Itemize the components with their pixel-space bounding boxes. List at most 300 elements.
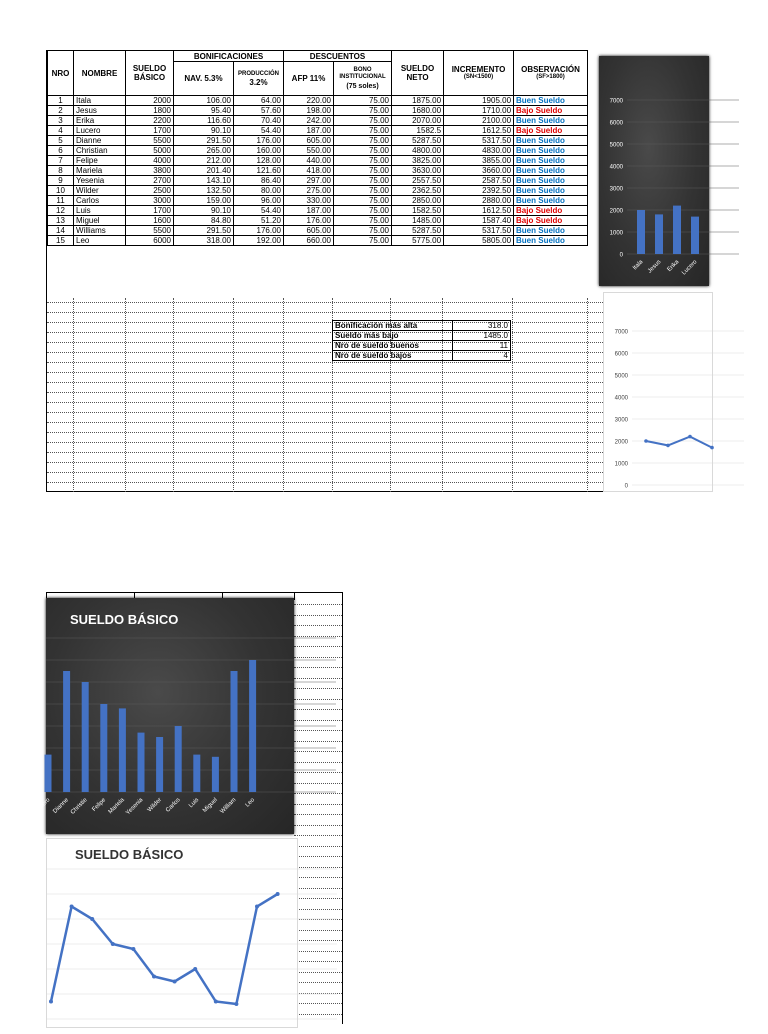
header-nro: NRO: [48, 51, 74, 96]
cell-sueldo-neto: 5775.00: [392, 236, 444, 246]
header-observacion-line1: OBSERVACIÓN: [521, 65, 580, 74]
grid-row-line: [294, 825, 342, 826]
summary-value: 11: [453, 341, 511, 351]
bar: [193, 755, 200, 792]
bar: [156, 737, 163, 792]
cell-sueldo-neto: 3825.00: [392, 156, 444, 166]
x-tick-label: Erika: [666, 259, 681, 274]
grid-row-line: [47, 392, 607, 393]
grid-row-line: [294, 856, 342, 857]
cell-bono: 75.00: [334, 196, 392, 206]
cell-nav: 116.60: [174, 116, 234, 126]
cell-nombre: Dianne: [74, 136, 126, 146]
cell-sueldo-basico: 5000: [126, 146, 174, 156]
cell-sueldo-neto: 2850.00: [392, 196, 444, 206]
line-chart-sueldo-basico[interactable]: [46, 838, 298, 1028]
table-row: [48, 126, 588, 136]
bar-chart-sueldo-basico-svg: [34, 598, 294, 834]
cell-afp: 187.00: [284, 206, 334, 216]
data-point: [644, 439, 648, 443]
cell-incremento: 1710.00: [444, 106, 514, 116]
cell-nro: 14: [48, 226, 74, 236]
cell-nro: 2: [48, 106, 74, 116]
cell-nombre: Mariela: [74, 166, 126, 176]
cell-sueldo-neto: 5287.50: [392, 136, 444, 146]
cell-produccion: 192.00: [234, 236, 284, 246]
cell-nro: 11: [48, 196, 74, 206]
y-tick-label: 4000: [614, 395, 628, 402]
cell-sueldo-neto: 1485.00: [392, 216, 444, 226]
table-row: [48, 216, 588, 226]
y-tick-label: 7000: [614, 329, 628, 336]
cell-nav: 84.80: [174, 216, 234, 226]
header-observacion: [514, 51, 588, 96]
table-row: [48, 196, 588, 206]
header-bono-line1: BONO: [353, 66, 372, 73]
cell-nombre: Miguel: [74, 216, 126, 226]
y-tick-label: 1000: [614, 461, 628, 468]
cell-nombre: Wilder: [74, 186, 126, 196]
summary-row: [333, 331, 511, 341]
grid-row-line: [294, 762, 342, 763]
cell-bono: 75.00: [334, 226, 392, 236]
grid-right-line: [342, 592, 343, 1024]
cell-incremento: 1612.50: [444, 126, 514, 136]
grid-row-line: [294, 657, 342, 658]
cell-bono: 75.00: [334, 206, 392, 216]
cell-produccion: 57.60: [234, 106, 284, 116]
grid-row-line: [47, 402, 607, 403]
summary-row: [333, 321, 511, 331]
cell-nombre: Itala: [74, 96, 126, 106]
cell-observacion: Buen Sueldo: [514, 196, 588, 206]
grid-row-line: [294, 667, 342, 668]
bar-chart-title: SUELDO BÁSICO: [70, 612, 179, 627]
grid-row-line: [294, 720, 342, 721]
salary-table-body: [48, 96, 588, 246]
bar-chart-top-svg: [599, 56, 709, 286]
data-point: [255, 905, 259, 909]
cell-sueldo-neto: 2070.00: [392, 116, 444, 126]
cell-bono: 75.00: [334, 136, 392, 146]
cell-nav: 265.00: [174, 146, 234, 156]
grid-row-line: [294, 804, 342, 805]
header-produccion-line1: PRODUCCIÓN: [237, 70, 279, 77]
grid-row-line: [47, 342, 607, 343]
grid-row-line: [47, 462, 607, 463]
grid-row-line: [294, 888, 342, 889]
x-tick-label: Lucero: [34, 797, 52, 815]
grid-row-line: [294, 604, 342, 605]
cell-nav: 90.10: [174, 206, 234, 216]
bar: [119, 708, 126, 792]
cell-observacion: Buen Sueldo: [514, 146, 588, 156]
bar: [82, 682, 89, 792]
cell-produccion: 64.00: [234, 96, 284, 106]
x-tick-label: Leo: [244, 797, 257, 809]
cell-produccion: 121.60: [234, 166, 284, 176]
cell-produccion: 80.00: [234, 186, 284, 196]
cell-sueldo-neto: 2362.50: [392, 186, 444, 196]
cell-sueldo-basico: 3800: [126, 166, 174, 176]
cell-sueldo-neto: 1582.5: [392, 126, 444, 136]
y-tick-label: 3000: [609, 186, 623, 193]
cell-nombre: Luis: [74, 206, 126, 216]
grid-col-line: [233, 298, 234, 492]
cell-incremento: 1905.00: [444, 96, 514, 106]
grid-row-line: [294, 940, 342, 941]
bar: [175, 726, 182, 792]
x-tick-label: Jesus: [647, 259, 663, 275]
grid-row-line: [294, 846, 342, 847]
summary-table: [332, 320, 511, 361]
cell-incremento: 2100.00: [444, 116, 514, 126]
cell-incremento: 2880.00: [444, 196, 514, 206]
bar: [655, 214, 663, 254]
grid-row-line: [294, 699, 342, 700]
grid-row-line: [294, 982, 342, 983]
data-point: [666, 444, 670, 448]
data-point: [49, 1000, 53, 1004]
bar: [212, 757, 219, 792]
grid-row-line: [294, 793, 342, 794]
cell-nav: 291.50: [174, 136, 234, 146]
summary-value: 1485.0: [453, 331, 511, 341]
grid-top-line: [46, 592, 342, 593]
cell-nav: 95.40: [174, 106, 234, 116]
cell-sueldo-neto: 3630.00: [392, 166, 444, 176]
cell-produccion: 176.00: [234, 136, 284, 146]
cell-sueldo-neto: 5287.50: [392, 226, 444, 236]
data-point: [111, 942, 115, 946]
cell-incremento: 2392.50: [444, 186, 514, 196]
grid-row-line: [47, 472, 607, 473]
cell-nro: 13: [48, 216, 74, 226]
data-point: [234, 1002, 238, 1006]
cell-incremento: 5805.00: [444, 236, 514, 246]
cell-afp: 275.00: [284, 186, 334, 196]
y-tick-label: 2000: [614, 439, 628, 446]
y-tick-label: 6000: [614, 351, 628, 358]
cell-produccion: 176.00: [234, 226, 284, 236]
y-tick-label: 3000: [614, 417, 628, 424]
cell-nro: 1: [48, 96, 74, 106]
header-bono: [334, 62, 392, 96]
cell-observacion: Buen Sueldo: [514, 176, 588, 186]
cell-nombre: Williams: [74, 226, 126, 236]
header-bono-line3: (75 soles): [346, 82, 379, 90]
header-nombre: NOMBRE: [74, 51, 126, 96]
grid-row-line: [294, 1014, 342, 1015]
cell-nro: 3: [48, 116, 74, 126]
y-tick-label: 0: [624, 483, 628, 490]
cell-nav: 201.40: [174, 166, 234, 176]
grid-col-line: [125, 298, 126, 492]
grid-row-line: [47, 312, 607, 313]
cell-afp: 220.00: [284, 96, 334, 106]
cell-nav: 106.00: [174, 96, 234, 106]
grid-row-line: [294, 814, 342, 815]
cell-nombre: Carlos: [74, 196, 126, 206]
table-row: [48, 186, 588, 196]
cell-nombre: Jesus: [74, 106, 126, 116]
grid-row-line: [47, 302, 607, 303]
cell-observacion: Buen Sueldo: [514, 116, 588, 126]
cell-bono: 75.00: [334, 186, 392, 196]
x-tick-label: Mariela: [107, 797, 126, 816]
cell-afp: 330.00: [284, 196, 334, 206]
data-point: [193, 967, 197, 971]
grid-row-line: [294, 1003, 342, 1004]
cell-observacion: Buen Sueldo: [514, 156, 588, 166]
salary-table: [47, 50, 588, 246]
cell-sueldo-basico: 2500: [126, 186, 174, 196]
grid-col-line: [73, 298, 74, 492]
cell-bono: 75.00: [334, 126, 392, 136]
header-sueldo-basico: [126, 51, 174, 96]
x-tick-label: Dianne: [52, 797, 71, 815]
grid-row-line: [294, 877, 342, 878]
data-point: [131, 947, 135, 951]
grid-row-line: [294, 709, 342, 710]
cell-sueldo-basico: 1700: [126, 126, 174, 136]
bar-chart-top[interactable]: [599, 56, 709, 286]
data-point: [90, 917, 94, 921]
cell-nro: 9: [48, 176, 74, 186]
y-tick-label: 1000: [609, 230, 623, 237]
grid-col-line: [173, 298, 174, 492]
y-tick-label: 4000: [609, 164, 623, 171]
grid-row-line: [294, 898, 342, 899]
grid-row-line: [294, 772, 342, 773]
cell-incremento: 1587.40: [444, 216, 514, 226]
table-row: [48, 136, 588, 146]
series-line: [51, 894, 278, 1004]
cell-nro: 12: [48, 206, 74, 216]
table-row: [48, 116, 588, 126]
grid-row-line: [294, 835, 342, 836]
cell-produccion: 96.00: [234, 196, 284, 206]
spreadsheet-page-1: [46, 50, 706, 492]
grid-row-line: [294, 972, 342, 973]
x-tick-label: Lucero: [681, 259, 699, 277]
cell-sueldo-basico: 3000: [126, 196, 174, 206]
cell-sueldo-basico: 2200: [126, 116, 174, 126]
summary-label: Nro de sueldo bajos: [333, 351, 453, 361]
cell-incremento: 3855.00: [444, 156, 514, 166]
header-produccion: [234, 62, 284, 96]
cell-nombre: Christian: [74, 146, 126, 156]
table-row: [48, 226, 588, 236]
grid-row-line: [47, 382, 607, 383]
header-bono-line2: INSTITUCIONAL: [339, 73, 386, 80]
summary-value: 4: [453, 351, 511, 361]
cell-sueldo-basico: 6000: [126, 236, 174, 246]
cell-produccion: 128.00: [234, 156, 284, 166]
cell-nombre: Erika: [74, 116, 126, 126]
grid-row-line: [294, 951, 342, 952]
y-tick-label: 7000: [609, 98, 623, 105]
x-tick-label: Wilder: [146, 797, 164, 814]
cell-incremento: 1612.50: [444, 206, 514, 216]
cell-bono: 75.00: [334, 106, 392, 116]
header-afp: AFP 11%: [284, 62, 334, 96]
cell-bono: 75.00: [334, 216, 392, 226]
cell-sueldo-basico: 5500: [126, 226, 174, 236]
cell-nombre: Lucero: [74, 126, 126, 136]
data-point: [214, 1000, 218, 1004]
grid-row-line: [47, 432, 607, 433]
cell-produccion: 70.40: [234, 116, 284, 126]
cell-afp: 605.00: [284, 226, 334, 236]
cell-nav: 132.50: [174, 186, 234, 196]
cell-bono: 75.00: [334, 156, 392, 166]
header-sueldo-basico-line1: SUELDO: [132, 64, 167, 73]
table-row: [48, 236, 588, 246]
cell-produccion: 86.40: [234, 176, 284, 186]
cell-observacion: Bajo Sueldo: [514, 206, 588, 216]
bar: [100, 704, 107, 792]
x-tick-label: Yesenia: [125, 797, 145, 817]
bar: [691, 217, 699, 254]
cell-afp: 660.00: [284, 236, 334, 246]
header-incremento: [444, 51, 514, 96]
x-tick-label: Carlos: [165, 797, 182, 814]
cell-incremento: 4830.00: [444, 146, 514, 156]
cell-observacion: Bajo Sueldo: [514, 106, 588, 116]
summary-row: [333, 341, 511, 351]
grid-row-line: [294, 741, 342, 742]
table-row: [48, 106, 588, 116]
cell-sueldo-neto: 4800.00: [392, 146, 444, 156]
grid-row-line: [294, 688, 342, 689]
cell-afp: 198.00: [284, 106, 334, 116]
cell-sueldo-neto: 2557.50: [392, 176, 444, 186]
y-tick-label: 5000: [609, 142, 623, 149]
spreadsheet-page-2: [34, 592, 342, 1024]
line-chart-top[interactable]: [603, 292, 713, 492]
cell-produccion: 51.20: [234, 216, 284, 226]
grid-row-line: [47, 412, 607, 413]
grid-row-line: [294, 625, 342, 626]
cell-nro: 4: [48, 126, 74, 136]
cell-observacion: Buen Sueldo: [514, 236, 588, 246]
grid-row-line: [47, 362, 607, 363]
cell-afp: 605.00: [284, 136, 334, 146]
cell-nombre: Yesenia: [74, 176, 126, 186]
cell-afp: 176.00: [284, 216, 334, 226]
cell-nro: 15: [48, 236, 74, 246]
grid-row-line: [47, 452, 607, 453]
grid-row-line: [294, 930, 342, 931]
grid-row-line: [47, 372, 607, 373]
cell-observacion: Buen Sueldo: [514, 136, 588, 146]
y-tick-label: 6000: [609, 120, 623, 127]
cell-nombre: Felipe: [74, 156, 126, 166]
cell-nro: 8: [48, 166, 74, 176]
summary-row: [333, 351, 511, 361]
cell-afp: 440.00: [284, 156, 334, 166]
cell-nav: 143.10: [174, 176, 234, 186]
cell-observacion: Buen Sueldo: [514, 96, 588, 106]
grid-row-line: [294, 646, 342, 647]
grid-row-line: [294, 751, 342, 752]
grid-row-line: [294, 909, 342, 910]
cell-incremento: 5317.50: [444, 136, 514, 146]
header-incremento-line1: INCREMENTO: [451, 65, 506, 74]
x-tick-label: Itala: [632, 259, 645, 272]
header-produccion-line2: 3.2%: [249, 77, 268, 87]
cell-nro: 10: [48, 186, 74, 196]
grid-row-line: [294, 615, 342, 616]
header-sueldo-basico-line2: BÁSICO: [133, 73, 166, 82]
cell-afp: 418.00: [284, 166, 334, 176]
table-row: [48, 96, 588, 106]
header-observacion-line2: (SF>1800): [536, 74, 565, 80]
summary-value: 318.0: [453, 321, 511, 331]
grid-col-line: [294, 592, 295, 600]
summary-label: Sueldo más bajo: [333, 331, 453, 341]
bar: [249, 660, 256, 792]
cell-bono: 75.00: [334, 176, 392, 186]
data-point: [173, 980, 177, 984]
header-descuentos: DESCUENTOS: [284, 51, 392, 62]
grid-col-line: [512, 298, 513, 492]
grid-row-line: [294, 783, 342, 784]
grid-row-line: [294, 993, 342, 994]
x-tick-label: Luis: [188, 797, 201, 810]
grid-row-line: [47, 442, 607, 443]
x-tick-label: William: [219, 797, 238, 816]
cell-nav: 90.10: [174, 126, 234, 136]
table-row: [48, 176, 588, 186]
cell-incremento: 5317.50: [444, 226, 514, 236]
bar: [231, 671, 238, 792]
grid-row-line: [294, 867, 342, 868]
grid-row-line: [294, 730, 342, 731]
grid-col-line: [283, 298, 284, 492]
header-nav: NAV. 5.3%: [174, 62, 234, 96]
cell-nav: 291.50: [174, 226, 234, 236]
cell-sueldo-neto: 1582.50: [392, 206, 444, 216]
cell-nro: 7: [48, 156, 74, 166]
summary-label: Nro de sueldo buenos: [333, 341, 453, 351]
cell-bono: 75.00: [334, 146, 392, 156]
line-chart-sueldo-basico-svg: [47, 839, 299, 1029]
cell-observacion: Bajo Sueldo: [514, 126, 588, 136]
line-chart-title: SUELDO BÁSICO: [75, 847, 184, 862]
cell-observacion: Bajo Sueldo: [514, 216, 588, 226]
header-sueldo-neto-line2: NETO: [406, 73, 429, 82]
grid-row-line: [294, 636, 342, 637]
cell-nav: 212.00: [174, 156, 234, 166]
data-point: [70, 905, 74, 909]
grid-row-line: [47, 332, 607, 333]
bar: [138, 733, 145, 792]
series-line: [646, 437, 712, 448]
cell-bono: 75.00: [334, 116, 392, 126]
header-incremento-line2: (SN<1500): [463, 74, 494, 80]
grid-row-line: [47, 322, 607, 323]
bar: [673, 206, 681, 254]
bar-chart-sueldo-basico[interactable]: [34, 598, 294, 834]
cell-sueldo-neto: 1680.00: [392, 106, 444, 116]
bar: [45, 755, 52, 792]
grid-col-line: [587, 298, 588, 492]
cell-afp: 550.00: [284, 146, 334, 156]
cell-observacion: Buen Sueldo: [514, 226, 588, 236]
cell-sueldo-basico: 2700: [126, 176, 174, 186]
